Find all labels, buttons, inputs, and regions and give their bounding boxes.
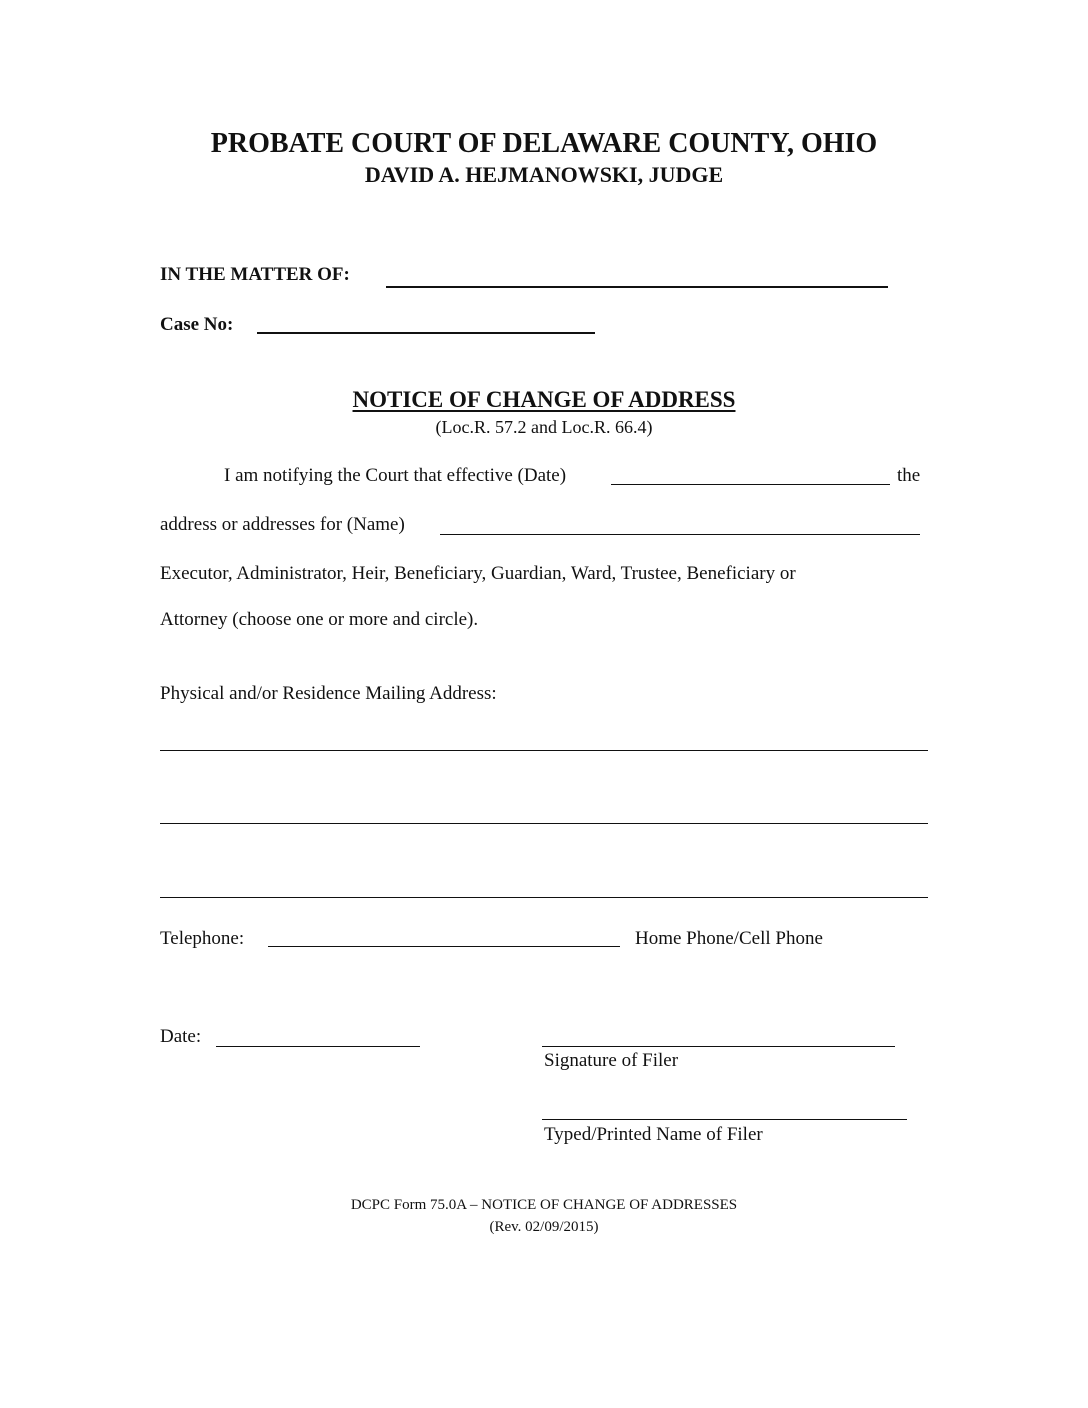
date-label: Date: (160, 1026, 202, 1047)
court-name: PROBATE COURT OF DELAWARE COUNTY, OHIO (210, 128, 878, 159)
address-line-2[interactable] (160, 823, 928, 824)
effective-date-field[interactable] (611, 484, 890, 485)
printed-name-line[interactable] (542, 1119, 907, 1120)
effective-date-text: I am notifying the Court that effective (Date) (224, 465, 567, 486)
telephone-field[interactable] (268, 946, 620, 947)
matter-field[interactable] (386, 286, 888, 288)
date-field[interactable] (216, 1046, 420, 1047)
signature-caption: Signature of Filer (544, 1050, 679, 1071)
address-line-1[interactable] (160, 750, 928, 751)
signature-line[interactable] (542, 1046, 895, 1047)
case-number-field[interactable] (257, 332, 595, 334)
name-text: address or addresses for (Name) (160, 514, 405, 535)
printed-name-caption: Typed/Printed Name of Filer (544, 1124, 763, 1145)
notice-title: NOTICE OF CHANGE OF ADDRESS (352, 387, 736, 412)
address-line-3[interactable] (160, 897, 928, 898)
roles-instruction: Attorney (choose one or more and circle). (160, 609, 479, 630)
telephone-label: Telephone: (160, 928, 245, 949)
phone-type-label: Home Phone/Cell Phone (635, 928, 823, 949)
judge-name: DAVID A. HEJMANOWSKI, JUDGE (364, 162, 724, 187)
form-id: DCPC Form 75.0A – NOTICE OF CHANGE OF ADDRESSES (350, 1197, 738, 1213)
matter-label: IN THE MATTER OF: (160, 264, 350, 285)
name-field[interactable] (440, 534, 920, 535)
rule-reference: (Loc.R. 57.2 and Loc.R. 66.4) (435, 417, 653, 437)
address-label: Physical and/or Residence Mailing Address: (160, 683, 497, 704)
roles-text: Executor, Administrator, Heir, Beneficiary, Guardian, Ward, Trustee, Beneficiary or (160, 563, 796, 584)
case-number-label: Case No: (160, 314, 234, 335)
form-revision: (Rev. 02/09/2015) (489, 1219, 599, 1235)
effective-date-suffix: the (897, 465, 921, 486)
